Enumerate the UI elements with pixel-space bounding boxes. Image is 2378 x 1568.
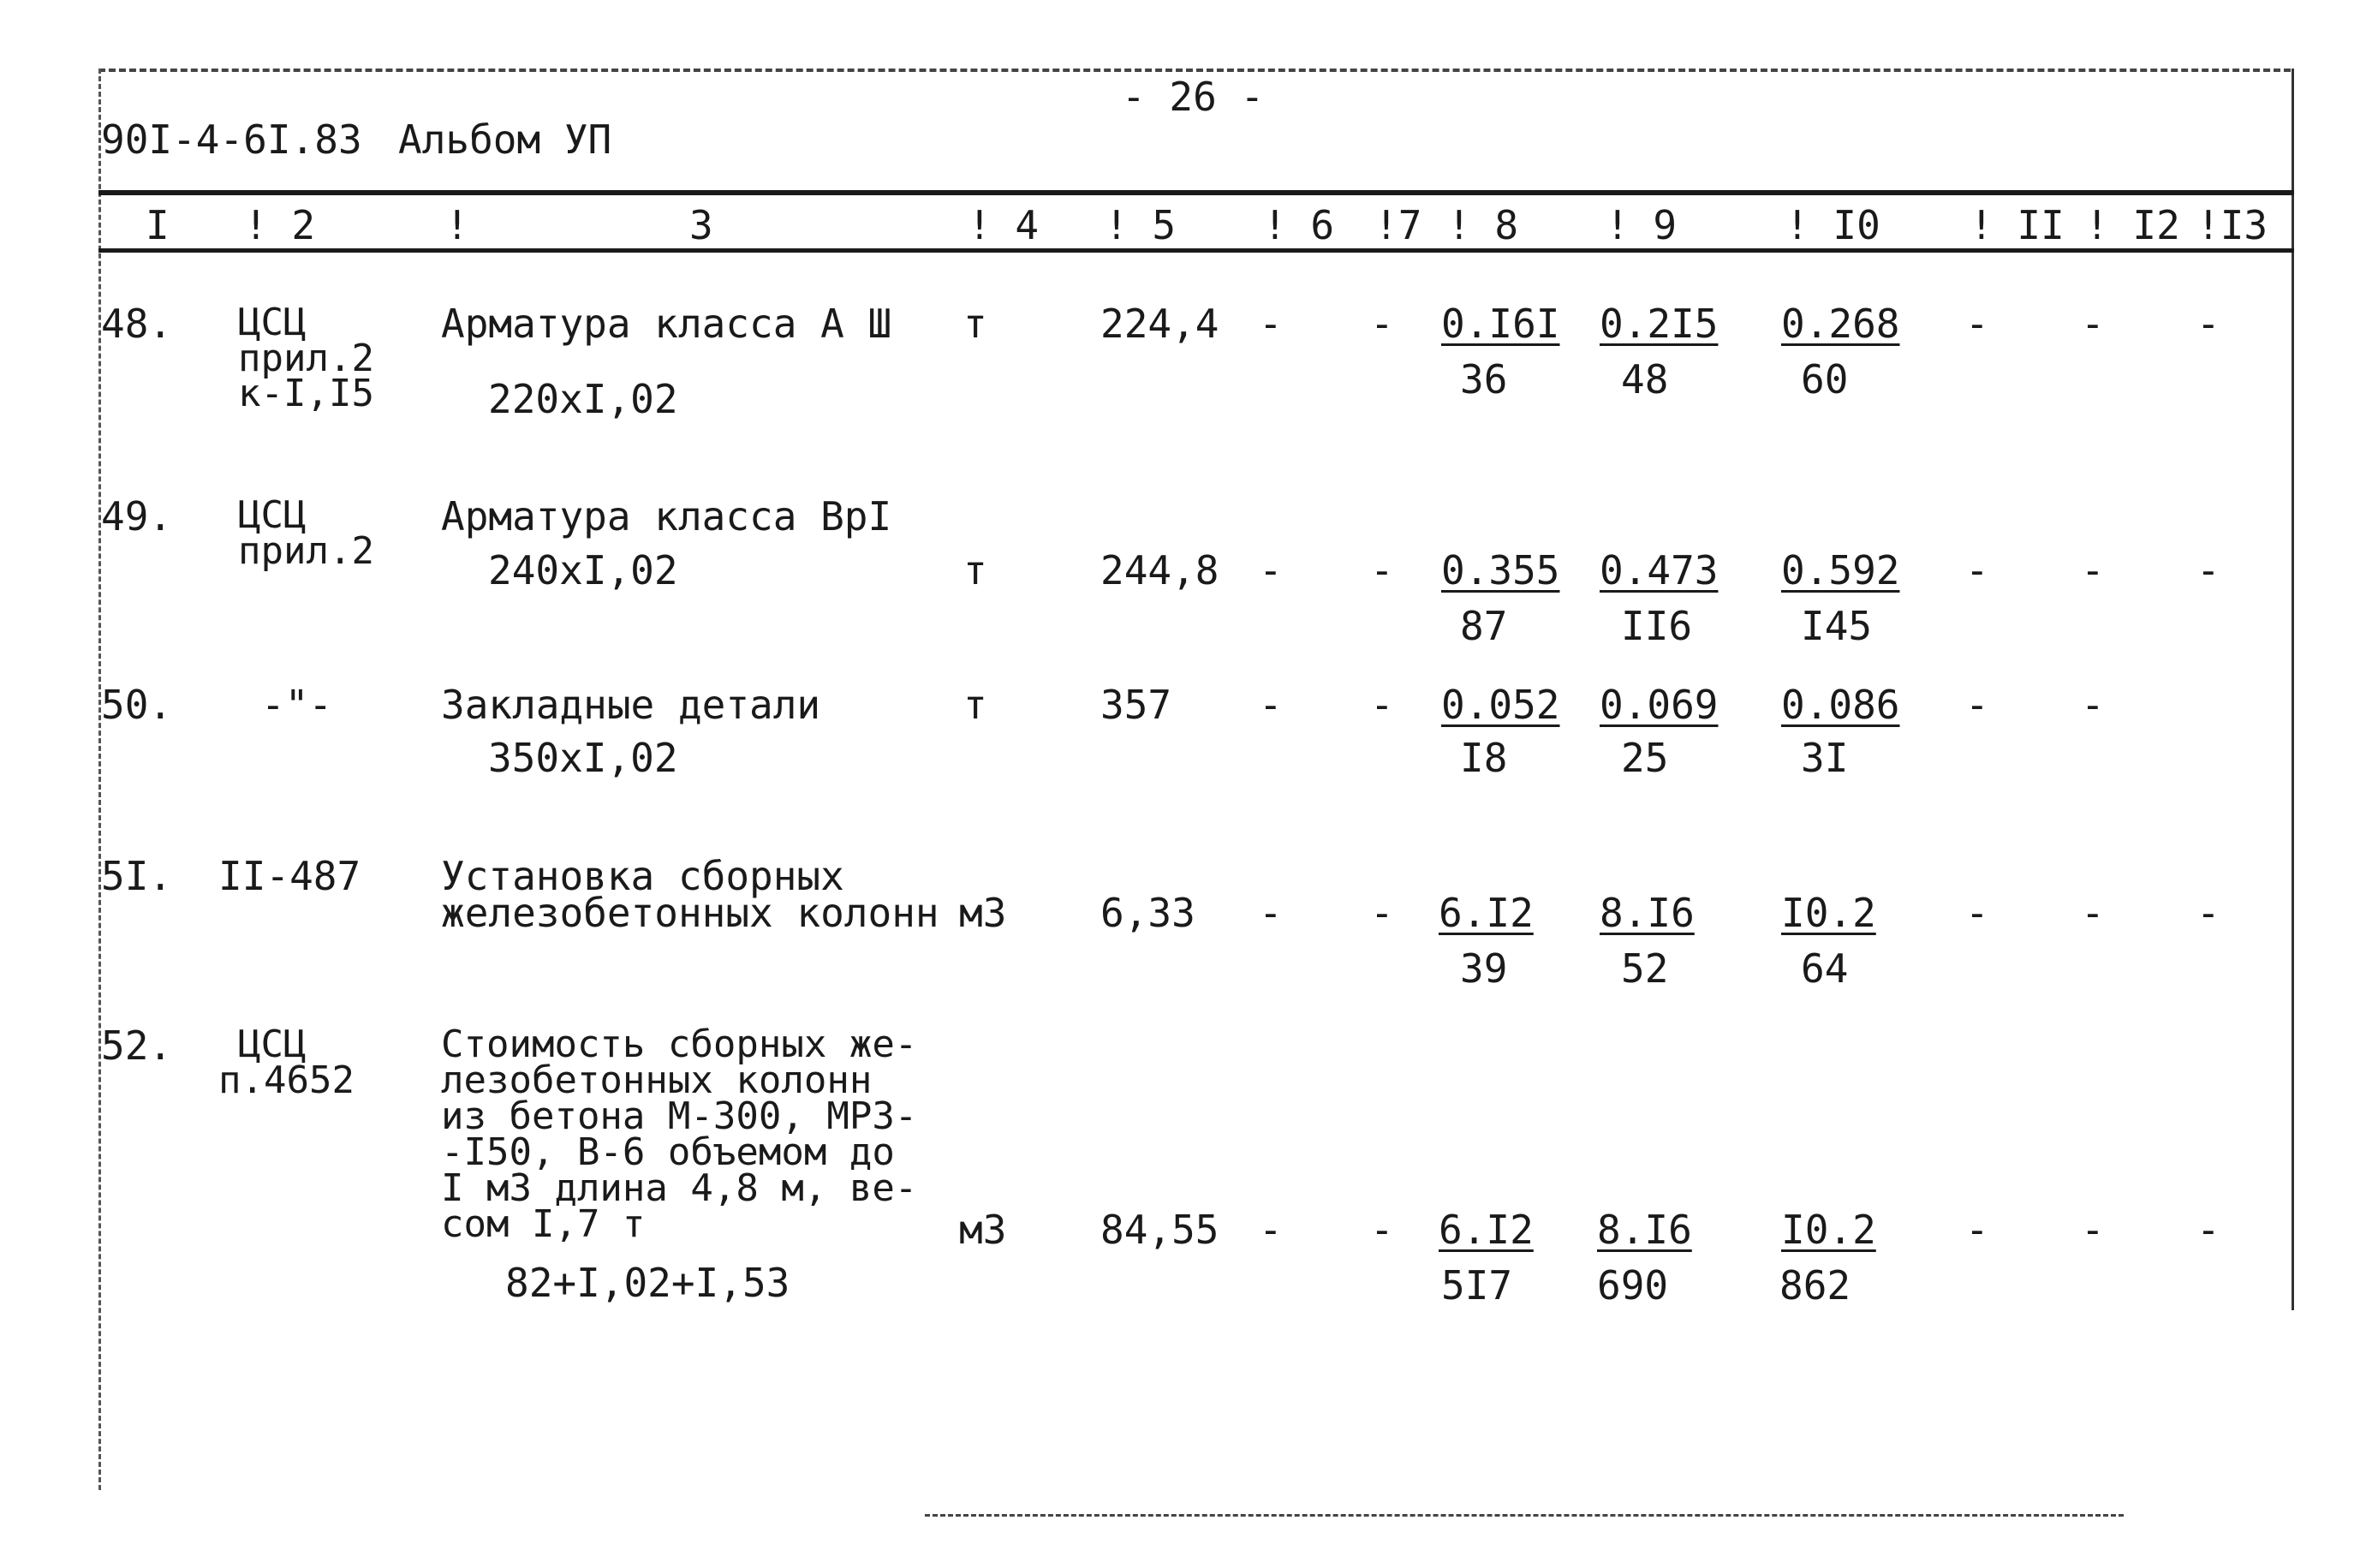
- row-col8-total: I8: [1460, 735, 1508, 781]
- row-col9-rate: 0.069: [1600, 682, 1719, 728]
- row-col9-total: 25: [1621, 735, 1669, 781]
- row-col11: -: [1965, 890, 1989, 936]
- row-number: 5I.: [101, 853, 173, 899]
- row-number: 52.: [101, 1022, 173, 1069]
- header-rule-top: [98, 190, 2294, 195]
- row-unit: т: [963, 682, 987, 728]
- row-col10-total: 3I: [1801, 735, 1849, 781]
- col-header: ! I0: [1785, 202, 1880, 248]
- row-col13: -: [2196, 890, 2220, 936]
- row-qty: 224,4: [1100, 301, 1219, 347]
- row-name: Установка сборных: [441, 853, 844, 899]
- col-header: ! 9: [1606, 202, 1678, 248]
- row-name: сом I,7 т: [441, 1202, 646, 1246]
- col-header: ! II: [1970, 202, 2065, 248]
- col-header: ! I2: [2085, 202, 2180, 248]
- row-col13: -: [2196, 1207, 2220, 1253]
- row-col10-total: I45: [1801, 603, 1873, 649]
- row-unit: т: [963, 301, 987, 347]
- row-col8-total: 36: [1460, 356, 1508, 402]
- row-col12: -: [2081, 1207, 2105, 1253]
- row-unit: м3: [959, 890, 1007, 936]
- col-header: ! 6: [1263, 202, 1335, 248]
- row-qty: 244,8: [1100, 547, 1219, 593]
- row-col6: -: [1259, 682, 1283, 728]
- row-code: -"-: [261, 682, 333, 728]
- row-col8-rate: 0.I6I: [1441, 301, 1560, 347]
- row-col7: -: [1370, 890, 1394, 936]
- row-col9-rate: 8.I6: [1597, 1207, 1692, 1253]
- row-col9-total: 48: [1621, 356, 1669, 402]
- row-col8-rate: 6.I2: [1439, 890, 1534, 936]
- left-border: [98, 69, 101, 1490]
- row-col6: -: [1259, 301, 1283, 347]
- row-code: ЦСЦ: [238, 493, 307, 537]
- row-calc: 82+I,02+I,53: [505, 1260, 790, 1306]
- col-header: I: [146, 202, 170, 248]
- row-name: I м3 длина 4,8 м, ве-: [441, 1166, 918, 1210]
- row-col6: -: [1259, 1207, 1283, 1253]
- row-col7: -: [1370, 1207, 1394, 1253]
- col-header: ! 8: [1447, 202, 1519, 248]
- row-col9-rate: 0.473: [1600, 547, 1719, 593]
- row-name: Арматура класса ВрI: [441, 493, 892, 540]
- row-col9-rate: 8.I6: [1600, 890, 1695, 936]
- row-number: 48.: [101, 301, 173, 347]
- row-col10-rate: 0.086: [1781, 682, 1900, 728]
- row-col9-total: 52: [1621, 945, 1669, 992]
- row-calc: 350хI,02: [488, 735, 678, 781]
- row-code: прил.2: [238, 337, 374, 380]
- row-qty: 6,33: [1100, 890, 1195, 936]
- row-name: Арматура класса А Ш: [441, 301, 892, 347]
- row-code: к-I,I5: [238, 372, 374, 415]
- row-code: прил.2: [238, 529, 374, 573]
- row-col9-rate: 0.2I5: [1600, 301, 1719, 347]
- col-header: ! 5: [1105, 202, 1177, 248]
- row-name: -I50, В-6 объемом до: [441, 1130, 895, 1174]
- row-col10-rate: 0.592: [1781, 547, 1900, 593]
- col-header: ! 2: [244, 202, 316, 248]
- row-code: п.4652: [218, 1058, 355, 1102]
- row-col7: -: [1370, 682, 1394, 728]
- row-col10-rate: I0.2: [1781, 890, 1876, 936]
- col-header: !7: [1374, 202, 1422, 248]
- row-col12: -: [2081, 547, 2105, 593]
- row-col12: -: [2081, 301, 2105, 347]
- col-header: ! 4: [968, 202, 1040, 248]
- row-code: ЦСЦ: [238, 1022, 307, 1066]
- row-name: Стоимость сборных же-: [441, 1022, 918, 1066]
- row-col8-rate: 6.I2: [1439, 1207, 1534, 1253]
- row-unit: м3: [959, 1207, 1007, 1253]
- row-col11: -: [1965, 682, 1989, 728]
- row-code: II-487: [218, 853, 361, 899]
- col-header: 3: [689, 202, 713, 248]
- right-border: [2292, 69, 2294, 1310]
- row-name: из бетона М-300, МРЗ-: [441, 1094, 918, 1138]
- row-col7: -: [1370, 547, 1394, 593]
- row-col10-rate: 0.268: [1781, 301, 1900, 347]
- row-col11: -: [1965, 301, 1989, 347]
- row-col7: -: [1370, 301, 1394, 347]
- row-name: лезобетонных колонн: [441, 1058, 873, 1102]
- page-number: - 26 -: [1122, 74, 1265, 120]
- row-col6: -: [1259, 547, 1283, 593]
- row-name: железобетонных колонн: [441, 890, 939, 936]
- row-col10-total: 862: [1779, 1262, 1851, 1309]
- top-border: [98, 69, 2291, 72]
- row-col11: -: [1965, 547, 1989, 593]
- row-number: 49.: [101, 493, 173, 540]
- row-col9-total: 690: [1597, 1262, 1669, 1309]
- row-col10-total: 60: [1801, 356, 1849, 402]
- row-col8-total: 39: [1460, 945, 1508, 992]
- row-calc: 220хI,02: [488, 376, 678, 422]
- row-qty: 357: [1100, 682, 1172, 728]
- row-col8-total: 5I7: [1441, 1262, 1513, 1309]
- row-col8-total: 87: [1460, 603, 1508, 649]
- row-col12: -: [2081, 682, 2105, 728]
- row-col9-total: II6: [1621, 603, 1693, 649]
- row-number: 50.: [101, 682, 173, 728]
- row-col10-rate: I0.2: [1781, 1207, 1876, 1253]
- row-calc: 240хI,02: [488, 547, 678, 593]
- row-col8-rate: 0.052: [1441, 682, 1560, 728]
- col-header: !: [445, 202, 469, 248]
- row-col12: -: [2081, 890, 2105, 936]
- bottom-border: [925, 1514, 2124, 1517]
- row-qty: 84,55: [1100, 1207, 1219, 1253]
- doc-code: 90I-4-6I.83: [101, 116, 362, 163]
- row-code: ЦСЦ: [238, 301, 307, 344]
- row-name: Закладные детали: [441, 682, 821, 728]
- row-col6: -: [1259, 890, 1283, 936]
- album-label: Альбом УП: [398, 116, 612, 163]
- header-rule-bottom: [98, 248, 2294, 253]
- row-col13: -: [2196, 547, 2220, 593]
- row-col8-rate: 0.355: [1441, 547, 1560, 593]
- row-col13: -: [2196, 301, 2220, 347]
- col-header: !I3: [2196, 202, 2268, 248]
- row-col10-total: 64: [1801, 945, 1849, 992]
- row-unit: т: [963, 547, 987, 593]
- row-col11: -: [1965, 1207, 1989, 1253]
